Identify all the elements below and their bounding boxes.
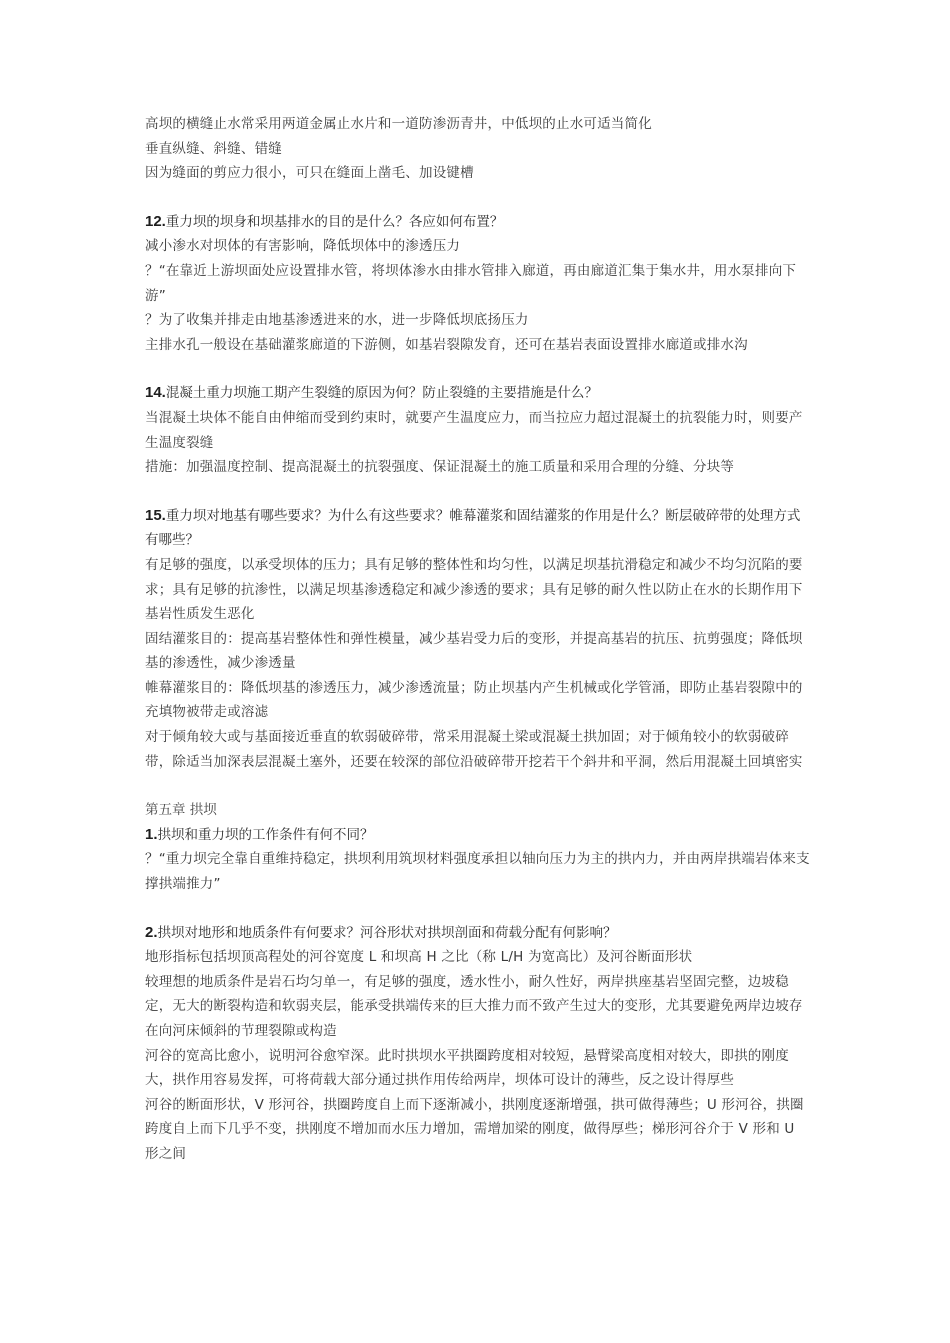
answer-line: 帷幕灌浆目的：降低坝基的渗透压力，减少渗透流量；防止坝基内产生机械或化学管涌，即防止基岩裂隙中的充填物被带走或溶滤 [145, 679, 803, 721]
text-line: 高坝的横缝止水常采用两道金属止水片和一道防渗沥青井，中低坝的止水可适当简化 [145, 116, 652, 132]
answer-line: ？“重力坝完全靠自重维持稳定，拱坝利用筑坝材料强度承担以轴向压力为主的拱内力，并由两岸拱端岩体来支撑拱端推力” [145, 851, 810, 893]
answer-line: 措施：加强温度控制、提高混凝土的抗裂强度、保证混凝土的施工质量和采用合理的分缝、分块等 [145, 459, 735, 476]
chapter5-question-1 [145, 823, 810, 848]
answer-line: 较理想的地质条件是岩石均匀单一，有足够的强度，透水性小，耐久性好，两岸拱座基岩坚固完整，边坡稳定，无大的断裂构造和软弱夹层，能承受拱端传来的巨大推力而不致产生过大的变形，尤其要避免两岸边坡存在向河床倾斜的节理裂隙或构造 [145, 973, 803, 1039]
text-line: 因为缝面的剪应力很小，可只在缝面上凿毛、加设键槽 [145, 165, 474, 182]
question-title: 拱坝和重力坝的工作条件有何不同？ [157, 826, 374, 843]
question-number: 2. [145, 923, 158, 941]
question-title: 重力坝的坝身和坝基排水的目的是什么？各应如何布置？ [165, 213, 504, 230]
chapter5-question-2 [145, 921, 810, 946]
answer-line: 当混凝土块体不能自由伸缩而受到约束时，就要产生温度应力，而当拉应力超过混凝土的抗裂能力时，则要产生温度裂缝 [145, 409, 803, 451]
answer-line: 有足够的强度，以承受坝体的压力；具有足够的整体性和均匀性，以满足坝基抗滑稳定和减少不均匀沉陷的要求；具有足够的抗渗性，以满足坝基渗透稳定和减少渗透的要求；具有足够的耐久性以防止在水的长期作用下基岩性质发生恶化 [145, 556, 803, 623]
answer-line: 河谷的断面形状，V 形河谷，拱圈跨度自上而下逐渐减小，拱刚度逐渐增强，拱可做得薄些；U 形河谷，拱圈跨度自上而下几乎不变，拱刚度不增加而水压力增加，需增加梁的刚度，做得厚些；梯形河谷介于 V 形和 U 形之间 [145, 1096, 804, 1162]
document-page [145, 112, 810, 1167]
answer-line: 主排水孔一般设在基础灌浆廊道的下游侧，如基岩裂隙发育，还可在基岩表面设置排水廊道或排水沟 [145, 336, 748, 353]
question-title: 混凝土重力坝施工期产生裂缝的原因为何？防止裂缝的主要措施是什么？ [165, 385, 598, 402]
answer-line: 减小渗水对坝体的有害影响，降低坝体中的渗透压力 [145, 238, 461, 255]
question-number: 15. [145, 506, 166, 524]
question-number: 14. [145, 384, 166, 402]
answer-line: 河谷的宽高比愈小，说明河谷愈窄深。此时拱坝水平拱圈跨度相对较短，悬臂梁高度相对较大，即拱的刚度大，拱作用容易发挥，可将荷载大部分通过拱作用传给两岸，坝体可设计的薄些，反之设计得厚些 [145, 1047, 789, 1089]
question-12 [145, 210, 810, 235]
chapter-heading: 第五章 拱坝 [145, 802, 217, 819]
answer-line: ？为了收集并排走由地基渗透进来的水，进一步降低坝底扬压力 [145, 312, 529, 329]
answer-line: ？“在靠近上游坝面处应设置排水管，将坝体渗水由排水管排入廊道，再由廊道汇集于集水井，用水泵排向下游” [145, 262, 797, 304]
question-title: 拱坝对地形和地质条件有何要求？河谷形状对拱坝剖面和荷载分配有何影响？ [157, 924, 617, 941]
question-title: 重力坝对地基有哪些要求？为什么有这些要求？帷幕灌浆和固结灌浆的作用是什么？断层破碎带的处理方式有哪些？ [145, 507, 801, 549]
answer-line: 地形指标包括坝顶高程处的河谷宽度 L 和坝高 H 之比（称 L/H 为宽高比）及河谷断面形状 [145, 949, 693, 966]
question-15 [145, 504, 810, 553]
answer-line: 固结灌浆目的：提高基岩整体性和弹性模量，减少基岩受力后的变形，并提高基岩的抗压、抗剪强度；降低坝基的渗透性，减少渗透量 [145, 630, 803, 672]
question-14 [145, 381, 810, 406]
question-number: 12. [145, 212, 166, 230]
text-line: 垂直纵缝、斜缝、错缝 [145, 140, 282, 157]
answer-line: 对于倾角较大或与基面接近垂直的软弱破碎带，常采用混凝土梁或混凝土拱加固；对于倾角较小的软弱破碎带，除适当加深表层混凝土塞外，还要在较深的部位沿破碎带开挖若干个斜井和平洞，然后用混凝土回填密实 [145, 729, 803, 770]
question-number: 1. [145, 825, 158, 843]
